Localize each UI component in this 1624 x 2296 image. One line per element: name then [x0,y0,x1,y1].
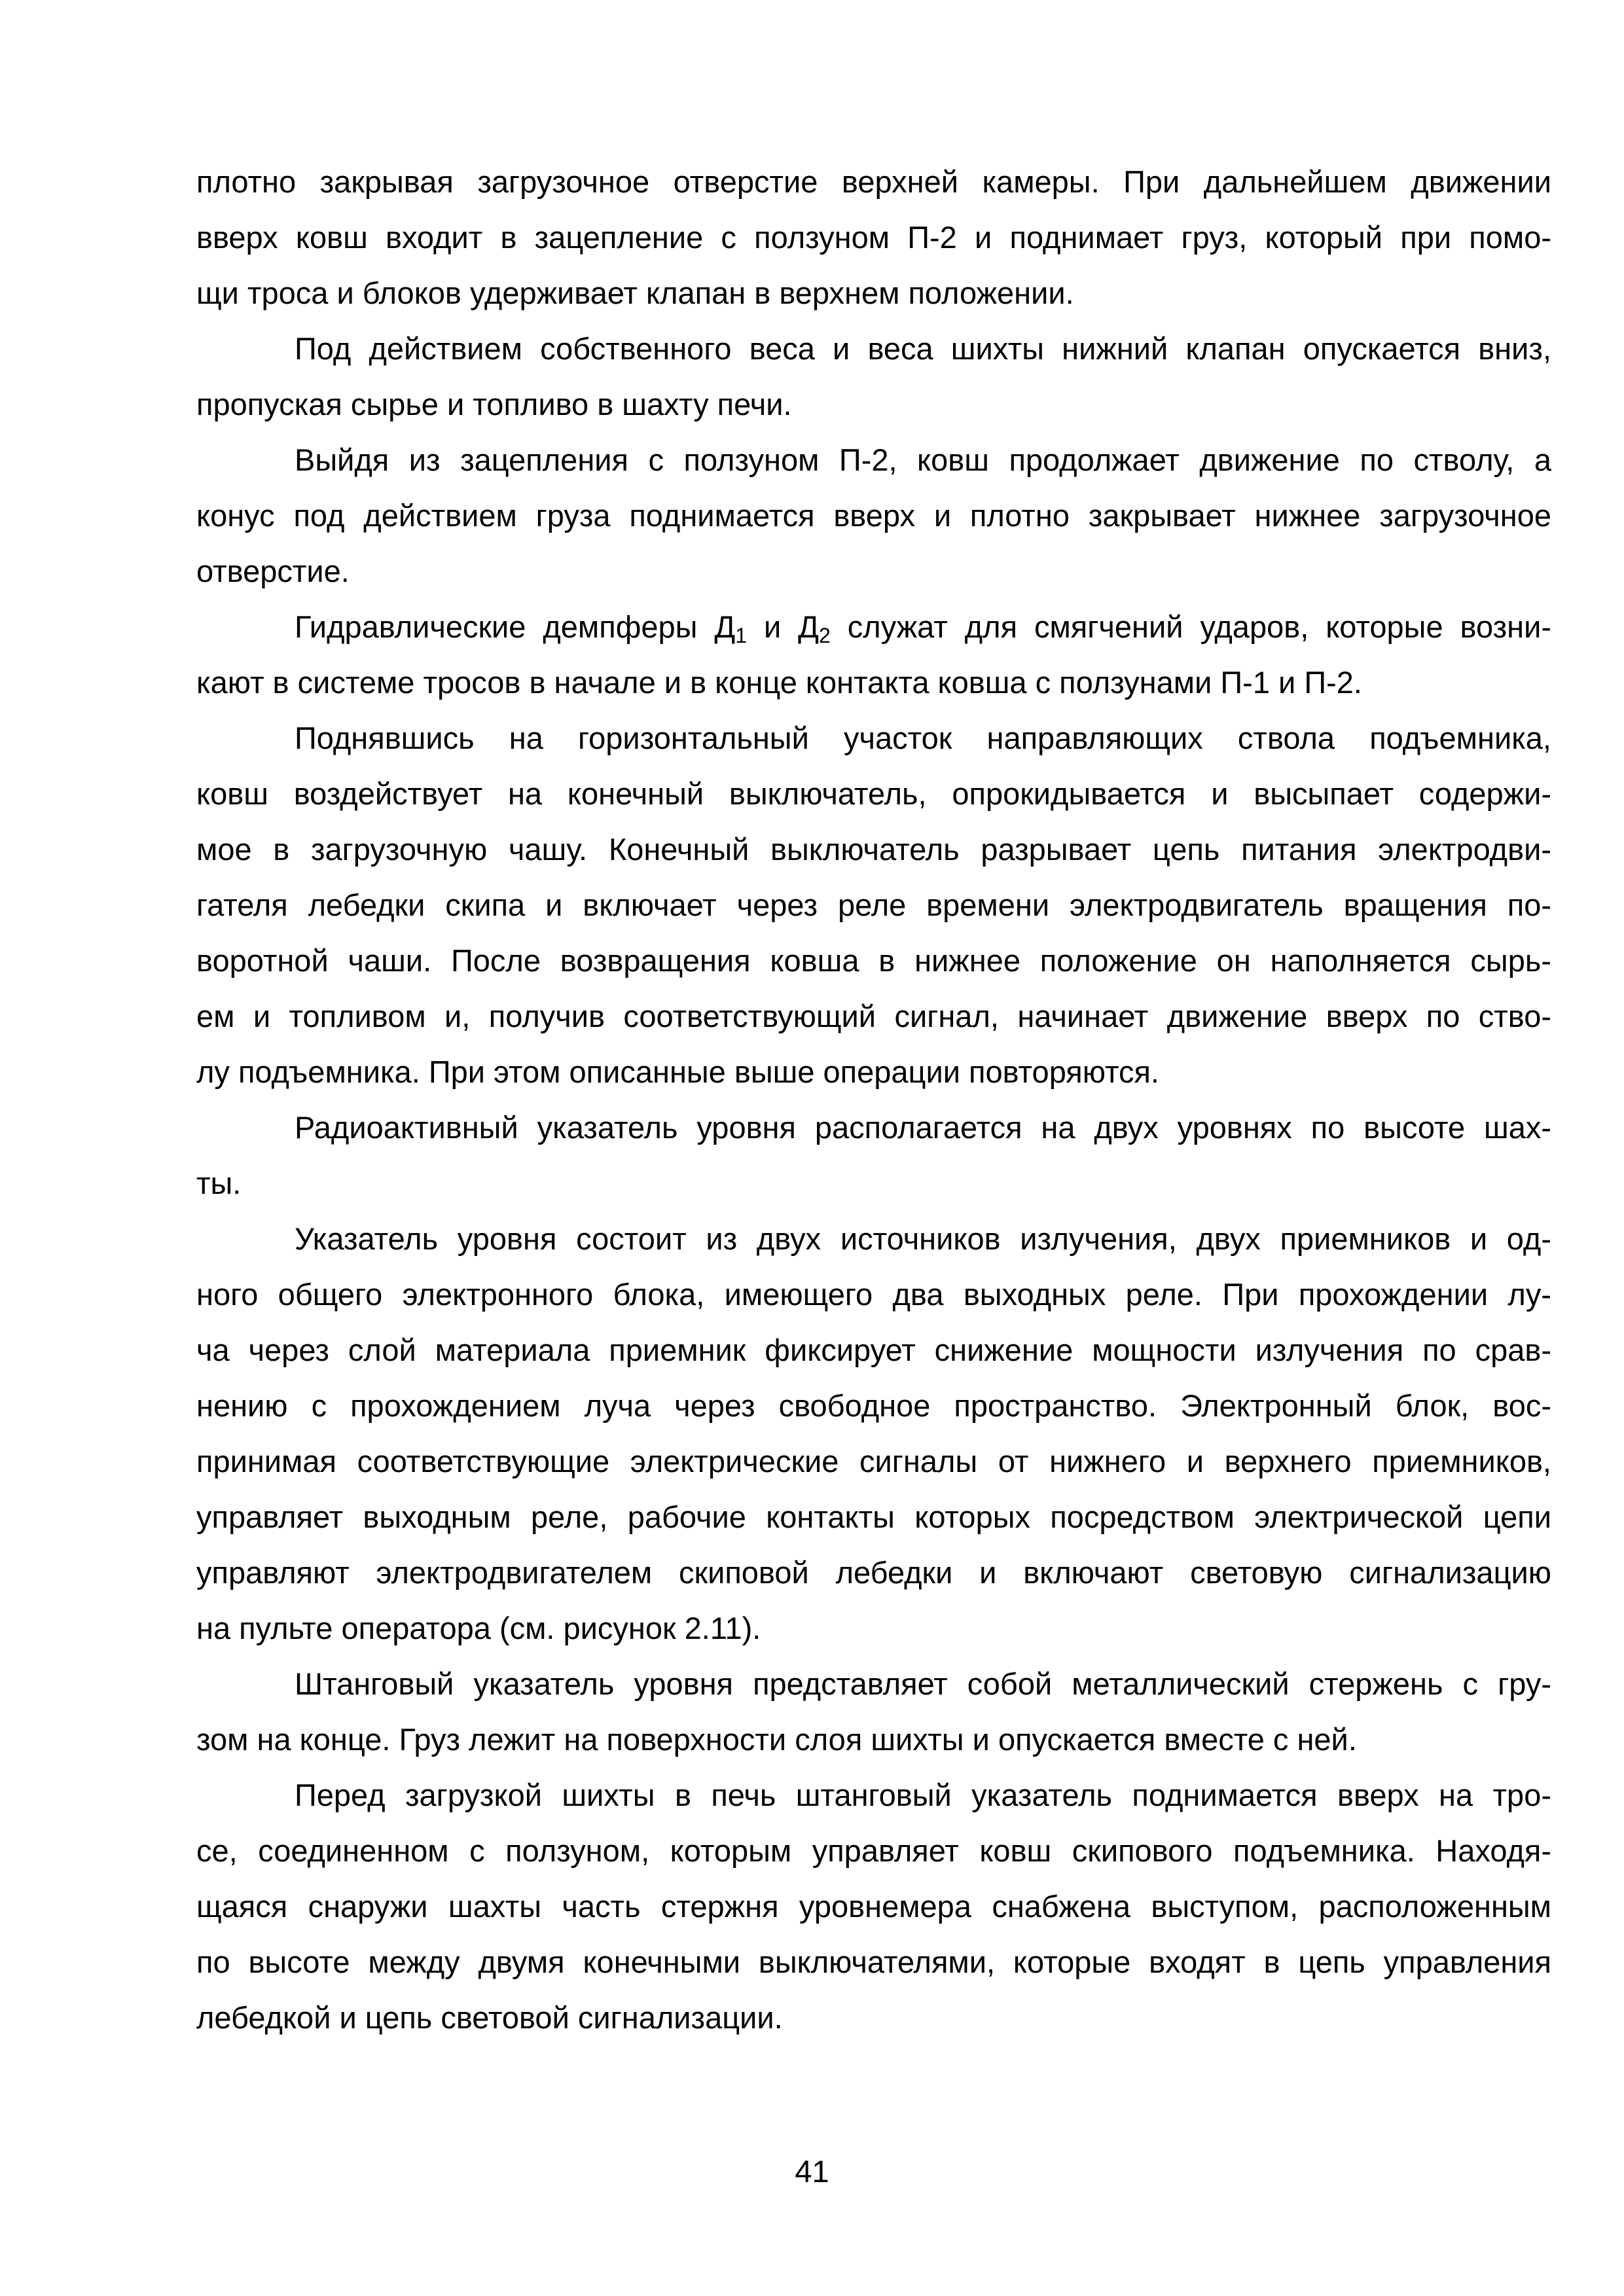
paragraph-9 [196,1767,1551,2045]
text-line: управляет выходным реле, рабочие контакты которых посредством электрической цепи [196,1499,1551,1534]
text-line: щи троса и блоков удерживает клапан в верхнем положении. [196,276,1074,310]
text-line-with-subscripts [196,599,1551,655]
page-body [196,154,1551,2045]
text-line: пропуская сырье и топливо в шахту печи. [196,387,792,422]
paragraph-5 [196,710,1551,1100]
text-line: се, соединенном с ползуном, которым управляет ковш скипового подъемника. Находя- [196,1833,1551,1868]
text-line: лу подъемника. При этом описанные выше операции повторяются. [196,1054,1159,1089]
text-line: нению с прохождением луча через свободное пространство. Электронный блок, вос- [196,1388,1551,1423]
text-line: кают в системе тросов в начале и в конце контакта ковша с ползунами П-1 и П-2. [196,665,1362,700]
paragraph-3 [196,432,1551,599]
text-line: Перед загрузкой шихты в печь штанговый указатель поднимается вверх на тро- [295,1778,1551,1812]
text-line: конус под действием груза поднимается вверх и плотно закрывает нижнее загрузочное [196,498,1551,533]
text-line: по высоте между двумя конечными выключателями, которые входят в цепь управления [196,1945,1551,1979]
text-line: Радиоактивный указатель уровня располагается на двух уровнях по высоте шах- [295,1110,1551,1145]
text-line: вверх ковш входит в зацепление с ползуном П-2 и поднимает груз, который при помо- [196,220,1551,255]
text-line: плотно закрывая загрузочное отверстие верхней камеры. При дальнейшем движении [196,164,1551,199]
text-fragment: и Д [747,609,820,644]
paragraph-4 [196,599,1551,710]
text-line: ковш воздействует на конечный выключатель, опрокидывается и высыпает содержи- [196,776,1551,811]
text-line: управляют электродвигателем скиповой лебедки и включают световую сигнализацию [196,1555,1551,1590]
paragraph-6 [196,1100,1551,1211]
text-line: Под действием собственного веса и веса шихты нижний клапан опускается вниз, [295,331,1551,366]
text-fragment: Гидравлические демпферы Д [295,609,736,644]
text-line: воротной чаши. После возвращения ковша в нижнее положение он наполняется сырь- [196,943,1551,978]
subscript: 2 [819,624,831,647]
page-number: 41 [795,2154,829,2189]
text-line: щаяся снаружи шахты часть стержня уровнемера снабжена выступом, расположенным [196,1889,1551,1924]
text-line: ча через слой материала приемник фиксирует снижение мощности излучения по срав- [196,1333,1551,1367]
text-line: на пульте оператора (см. рисунок 2.11). [196,1611,761,1645]
text-line: ного общего электронного блока, имеющего два выходных реле. При прохождении лу- [196,1277,1551,1312]
text-line: Поднявшись на горизонтальный участок направляющих ствола подъемника, [295,721,1551,755]
text-fragment: служат для смягчений ударов, которые возни- [830,609,1552,644]
paragraph-1 [196,154,1551,321]
text-line: Штанговый указатель уровня представляет собой металлический стержень с гру- [295,1666,1551,1701]
text-line: принимая соответствующие электрические сигналы от нижнего и верхнего приемников, [196,1444,1551,1479]
text-line: ты. [196,1166,242,1200]
text-line: зом на конце. Груз лежит на поверхности слоя шихты и опускается вместе с ней. [196,1722,1357,1757]
text-line: гателя лебедки скипа и включает через реле времени электродвигатель вращения по- [196,888,1551,922]
text-line: лебедкой и цепь световой сигнализации. [196,2000,783,2035]
text-line: Указатель уровня состоит из двух источников излучения, двух приемников и од- [295,1221,1551,1256]
paragraph-8 [196,1656,1551,1767]
paragraph-2 [196,321,1551,432]
text-line: отверстие. [196,554,350,588]
text-line: ем и топливом и, получив соответствующий сигнал, начинает движение вверх по ство- [196,999,1551,1033]
subscript: 1 [735,624,748,647]
paragraph-7 [196,1211,1551,1656]
text-line: Выйдя из зацепления с ползуном П-2, ковш продолжает движение по стволу, а [295,442,1551,477]
text-line: мое в загрузочную чашу. Конечный выключатель разрывает цепь питания электродви- [196,832,1551,867]
